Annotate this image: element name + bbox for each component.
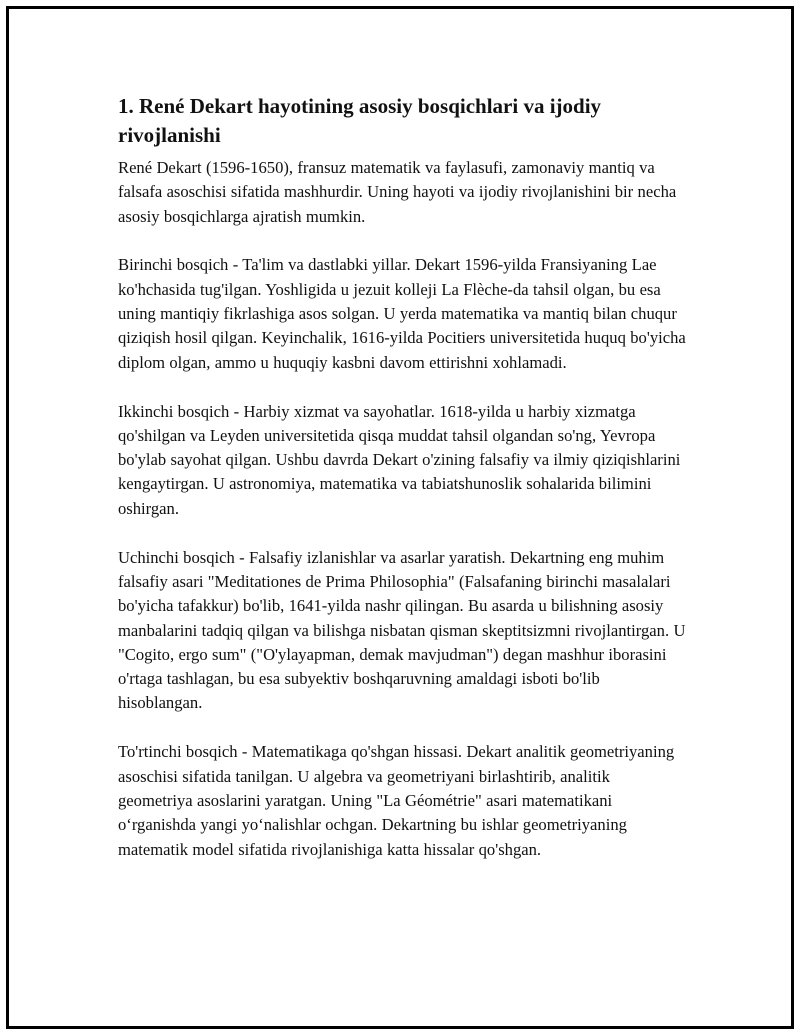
paragraph-third-stage: Uchinchi bosqich - Falsafiy izlanishlar va asarlar yaratish. Dekartning eng muhim falsafiy asari "Meditationes de Prima Philosophia" (Falsafaning birinchi masalalari bo'yicha tafakkur) bo'lib, 1641-yilda nashr qilingan. Bu asarda u bilishning asosiy manbalarini tadqiq qilgan va bilishga nisbatan qisman skeptitsizmni rivojlantirgan. U "Cogito, ergo sum" ("O'ylayapman, demak mavjudman") degan mashhur iborasini o'rtaga tashlagan, bu esa subyektiv boshqaruvning amaldagi isboti bo'lib hisoblangan.: [118, 547, 686, 713]
paragraph-fourth-stage: To'rtinchi bosqich - Matematikaga qo'shgan hissasi. Dekart analitik geometriyaning asoschisi sifatida tanilgan. U algebra va geometriyani birlashtirib, analitik geometriya asoslarini yaratgan. Uning "La Géométrie" asari matematikani o‘rganishda yangi yo‘nalishlar ochgan. Dekartning bu ishlar geometriyaning matematik model sifatida rivojlanishiga katta hissalar qo'shgan.: [118, 742, 675, 859]
paragraph-intro: René Dekart (1596-1650), fransuz matematik va faylasufi, zamonaviy mantiq va falsafa asoschisi sifatida mashhurdir. Uning hayoti va ijodiy rivojlanishini bir necha asosiy bosqichlarga ajratish mumkin.: [118, 158, 677, 226]
document-body: [118, 92, 688, 886]
paragraph-second-stage: Ikkinchi bosqich - Harbiy xizmat va sayohatlar. 1618-yilda u harbiy xizmatga qo'shilgan va Leyden universitetida qisqa muddat tahsil olgandan so'ng, Yevropa bo'ylab sayohat qilgan. Ushbu davrda Dekart o'zining falsafiy va ilmiy qiziqishlarini kengaytirgan. U astronomiya, matematika va tabiatshunoslik sohalarida bilimini oshirgan.: [118, 401, 681, 518]
paragraph-first-stage: Birinchi bosqich - Ta'lim va dastlabki yillar. Dekart 1596-yilda Fransiyaning Lae ko'hchasida tug'ilgan. Yoshligida u jezuit kolleji La Flèche-da tahsil olgan, bu esa uning mantiqiy fikrlashiga asos solgan. U yerda matematika va mantiq bilan chuqur qiziqish hosil qilgan. Keyinchalik, 1616-yilda Pocitiers universitetida huquq bo'yicha diplom olgan, ammo u huquqiy kasbni davom ettirishni xohlamadi.: [118, 255, 686, 372]
section-title: 1. René Dekart hayotining asosiy bosqichlari va ijodiy rivojlanishi: [118, 94, 602, 147]
